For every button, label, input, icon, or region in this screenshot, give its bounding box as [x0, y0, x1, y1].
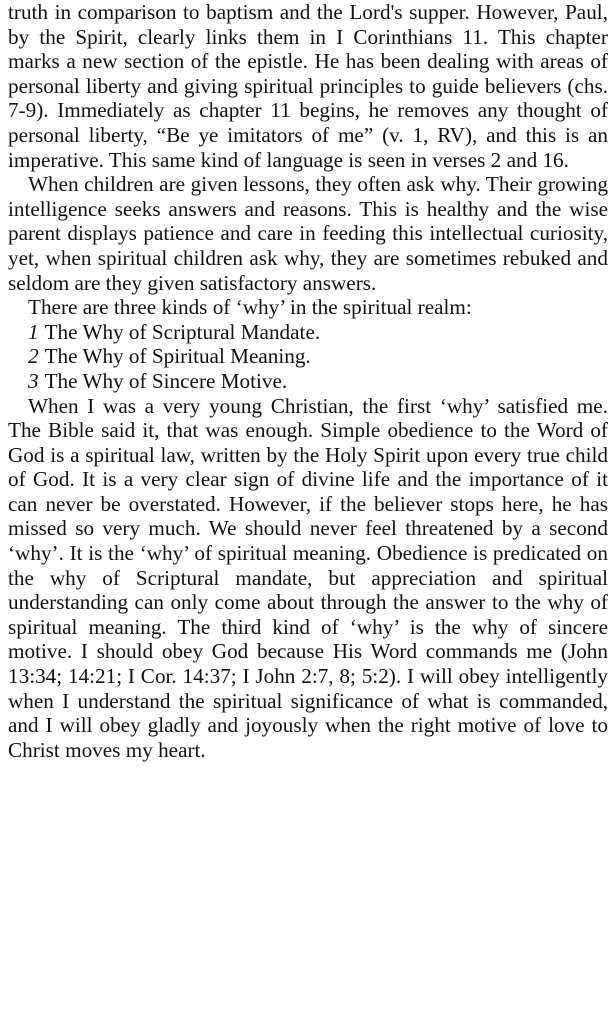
list-item-text: The Why of Scriptural Mandate.	[44, 319, 321, 344]
paragraph-young-christian: When I was a very young Christian, the first ‘why’ satisfied me. The Bible said it, that was enough. Simple obedience to the Word of God is a spiritual law, written by the Holy Spirit upon every true child of God. It is a very clear sign of divine life and the importance of it can never be overstated. However, if the believer stops here, he has missed so very much. We should never feel threatened by a second ‘why’. It is the ‘why’ of spiritual meaning. Obedience is predicated on the why of Scriptural mandate, but appreciation and spiritual understanding can only come about through the answer to the why of spiritual meaning. The third kind of ‘why’ is the why of sincere motive. I should obey God because His Word commands me (John 13:34; 14:21; I Cor. 14:37; I John 2:7, 8; 5:2). I will obey intelligently when I understand the spiritual significance of what is commanded, and I will obey gladly and joyously when the right motive of love to Christ moves my heart.	[8, 393, 608, 762]
list-item	[8, 344, 608, 369]
list-item-number: 3	[28, 368, 39, 393]
list-item	[8, 369, 608, 394]
list-item-text: The Why of Sincere Motive.	[44, 368, 288, 393]
list-item	[8, 320, 608, 345]
list-item-number: 2	[28, 344, 39, 369]
paragraph-three-kinds: There are three kinds of ‘why’ in the spiritual realm:	[28, 295, 472, 320]
list-item-text: The Why of Spiritual Meaning.	[44, 344, 311, 369]
why-list	[8, 320, 608, 394]
list-item-number: 1	[28, 319, 39, 344]
paragraph-children-ask-why: When children are given lessons, they often ask why. Their growing intelligence seeks answers and reasons. This is healthy and the wise parent displays patience and care in feeding this intellectual curiosity, yet, when spiritual children ask why, they are sometimes rebuked and seldom are they given satisfactory answers.	[8, 172, 608, 295]
document-page	[8, 0, 608, 762]
paragraph-continuation: truth in comparison to baptism and the Lord's supper. However, Paul, by the Spirit, clearly links them in I Corinthians 11. This chapter marks a new section of the epistle. He has been dealing with areas of personal liberty and giving spiritual principles to guide believers (chs. 7-9). Immediately as chapter 11 begins, he removes any thought of personal liberty, “Be ye imitators of me” (v. 1, RV), and this is an imperative. This same kind of language is seen in verses 2 and 16.	[8, 0, 608, 172]
